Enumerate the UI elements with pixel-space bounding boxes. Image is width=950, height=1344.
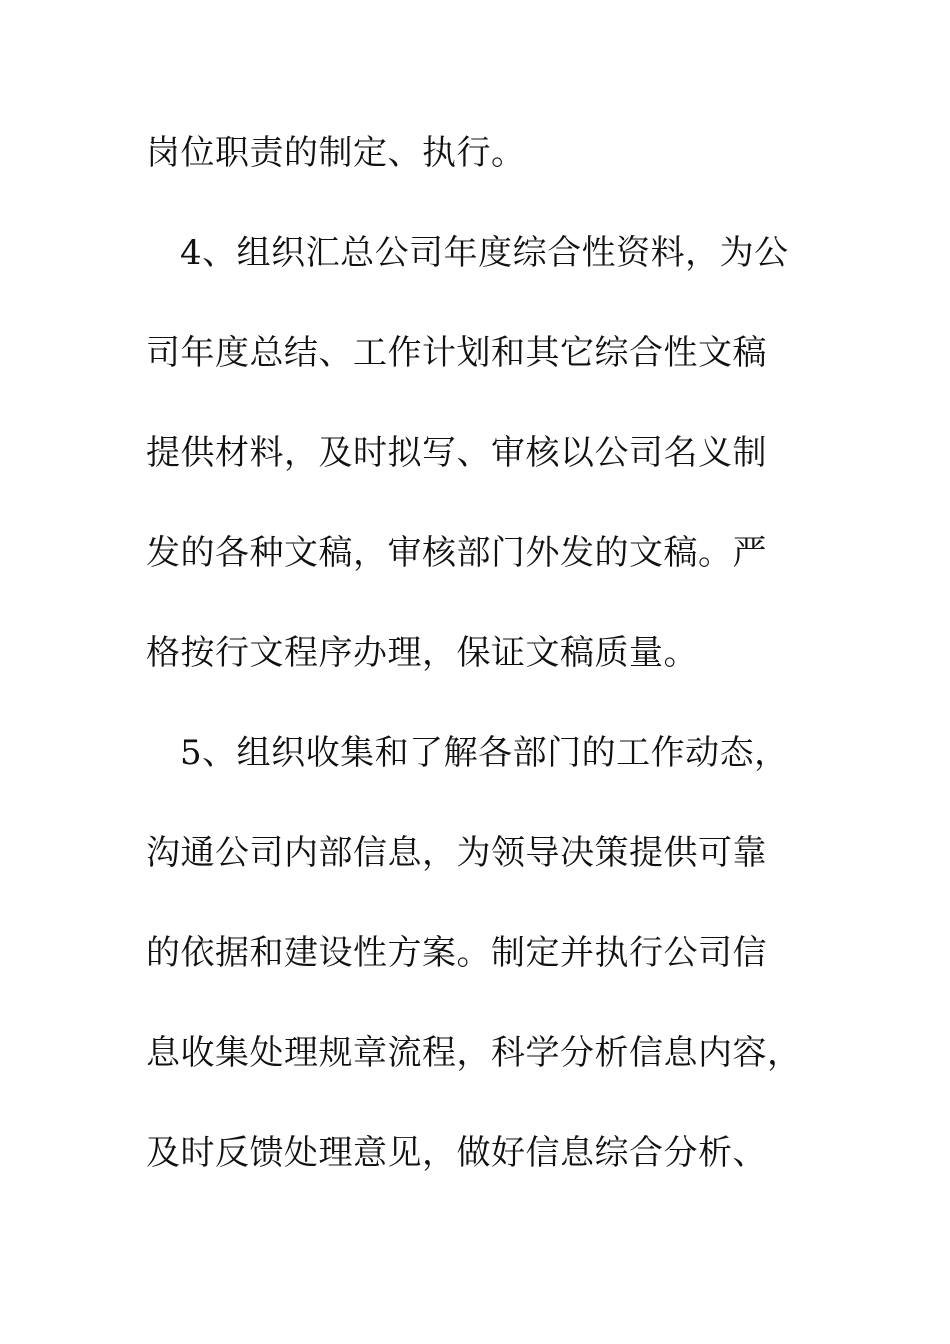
text-line: 岗位职责的制定、执行。 bbox=[146, 133, 526, 173]
text-line: 息收集处理规章流程，科学分析信息内容， bbox=[146, 1033, 802, 1073]
text-line: 发的各种文稿，审核部门外发的文稿。严 bbox=[146, 533, 767, 573]
text-line: 提供材料，及时拟写、审核以公司名义制 bbox=[146, 433, 767, 473]
text-line: 及时反馈处理意见，做好信息综合分析、 bbox=[146, 1133, 767, 1173]
text-line: 格按行文程序办理，保证文稿质量。 bbox=[146, 633, 698, 673]
text-line: 4、组织汇总公司年度综合性资料，为公 bbox=[180, 233, 789, 273]
text-line: 的依据和建设性方案。制定并执行公司信 bbox=[146, 933, 767, 973]
text-line: 5、组织收集和了解各部门的工作动态， bbox=[180, 733, 789, 773]
text-line: 司年度总结、工作计划和其它综合性文稿 bbox=[146, 333, 767, 373]
text-line: 沟通公司内部信息，为领导决策提供可靠 bbox=[146, 833, 767, 873]
